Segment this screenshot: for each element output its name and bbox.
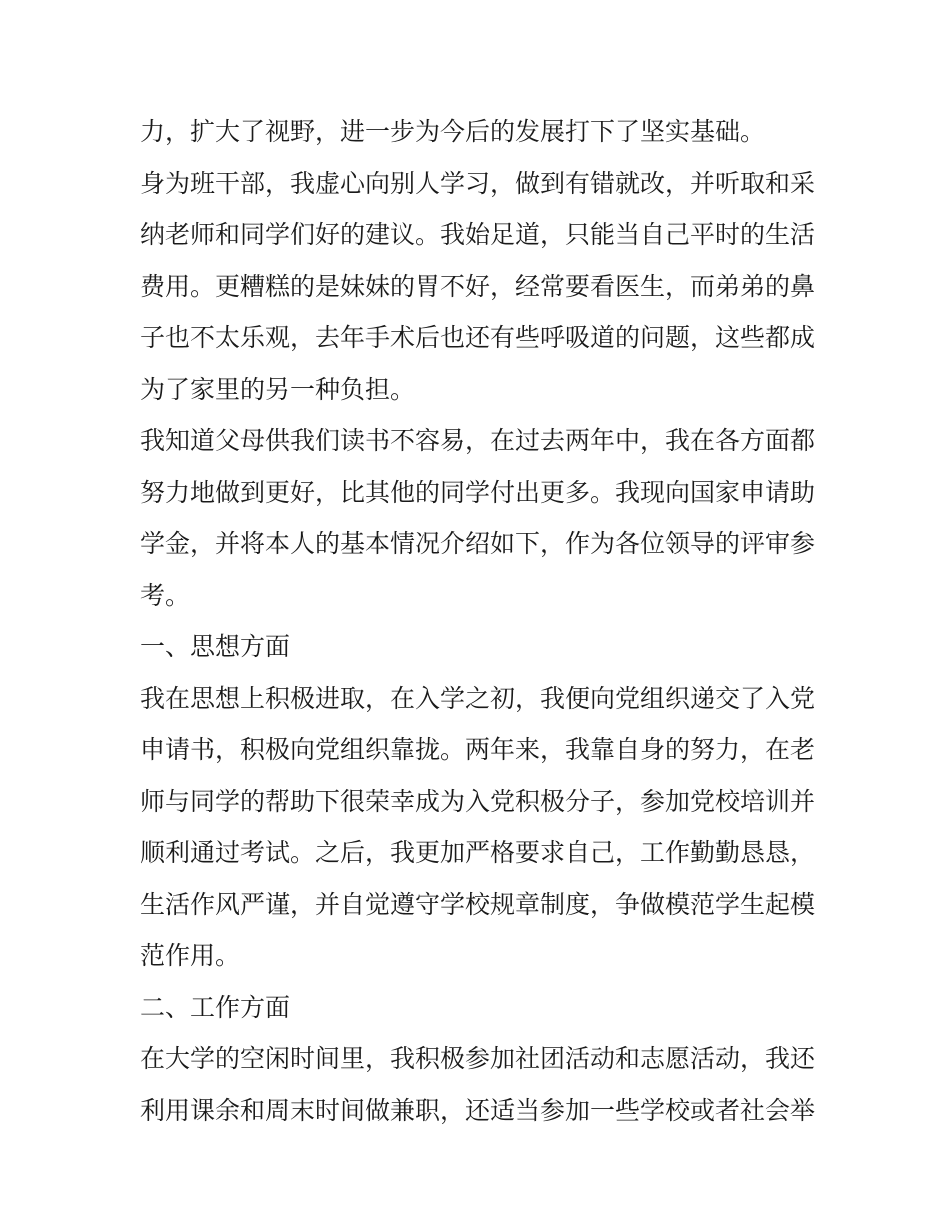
text-line: 力，扩大了视野，进一步为今后的发展打下了坚实基础。: [140, 117, 766, 146]
section-heading-work: 二、工作方面: [140, 992, 291, 1022]
text-line: 我知道父母供我们读书不容易，在过去两年中，我在各方面都: [140, 426, 816, 455]
text-line: 考。: [140, 580, 191, 610]
body-text: [140, 106, 820, 1136]
text-line: 身为班干部，我虚心向别人学习，做到有错就改，并听取和采: [140, 168, 816, 198]
text-line: 学金，并将本人的基本情况介绍如下，作为各位领导的评审参: [140, 529, 816, 558]
text-line: 生活作风严谨，并自觉遵守学校规章制度，争做模范学生起模: [140, 889, 816, 919]
text-line: 在大学的空闲时间里，我积极参加社团活动和志愿活动，我还: [140, 1044, 816, 1073]
text-line: 范作用。: [140, 941, 241, 970]
text-line: 师与同学的帮助下很荣幸成为入党积极分子，参加党校培训并: [140, 786, 816, 816]
text-line: 子也不太乐观，去年手术后也还有些呼吸道的问题，这些都成: [140, 323, 816, 352]
section-heading-thought: 一、思想方面: [140, 632, 291, 661]
text-line: 利用课余和周末时间做兼职，还适当参加一些学校或者社会举: [140, 1095, 816, 1125]
text-line: 申请书，积极向党组织靠拢。两年来，我靠自身的努力，在老: [140, 735, 816, 764]
text-line: 纳老师和同学们好的建议。我始足道，只能当自己平时的生活: [140, 220, 816, 249]
text-line: 费用。更糟糕的是妹妹的胃不好，经常要看医生，而弟弟的鼻: [140, 271, 816, 301]
text-line: 为了家里的另一种负担。: [140, 374, 416, 404]
text-line: 我在思想上积极进取，在入学之初，我便向党组织递交了入党: [140, 683, 816, 713]
text-line: 努力地做到更好，比其他的同学付出更多。我现向国家申请助: [140, 477, 816, 507]
text-line: 顺利通过考试。之后，我更加严格要求自己，工作勤勤恳恳，: [140, 838, 816, 867]
